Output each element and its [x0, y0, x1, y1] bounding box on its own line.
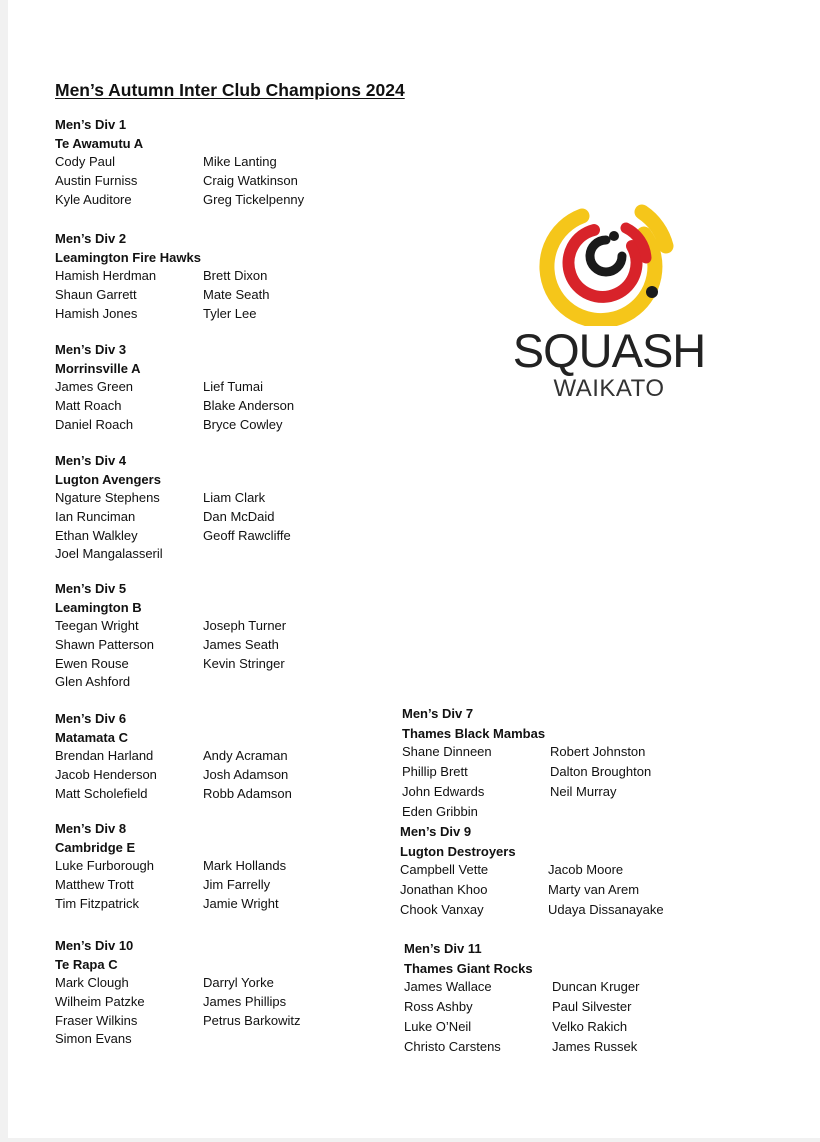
player-row [55, 974, 274, 993]
division-block [55, 452, 291, 564]
player-name: Chook Vanxay [400, 902, 484, 917]
division-block [55, 230, 270, 323]
player-name: Kyle Auditore [55, 191, 132, 207]
player-row [404, 1038, 638, 1058]
player-name: Jacob Moore [548, 862, 624, 877]
player-row [402, 803, 545, 823]
player-row [55, 153, 277, 172]
player-row [55, 397, 295, 416]
player-name: Velko Rakich [552, 1019, 628, 1034]
player-name: Mark Clough [55, 975, 129, 991]
player-name: Neil Murray [550, 784, 617, 799]
team-name: Morrinsville A [55, 360, 141, 376]
player-name: Campbell Vette [400, 862, 489, 877]
player-name: Joel Mangalasseril [55, 546, 163, 562]
player-name: Dalton Broughton [550, 764, 652, 779]
player-row [55, 636, 279, 655]
player-name: Tyler Lee [203, 305, 257, 321]
page-title: Men’s Autumn Inter Club Champions 2024 [55, 80, 405, 100]
player-row [55, 766, 289, 785]
player-row [55, 286, 270, 305]
division-name: Men’s Div 8 [55, 821, 127, 836]
player-name: Austin Furniss [55, 173, 138, 189]
team-name: Thames Black Mambas [402, 725, 546, 741]
player-row [55, 876, 271, 895]
player-row [55, 267, 268, 286]
player-name: Liam Clark [203, 490, 266, 506]
player-name: Darryl Yorke [203, 975, 274, 991]
player-name: Mike Lanting [203, 154, 277, 170]
player-row [55, 655, 285, 674]
division-name: Men’s Div 4 [55, 453, 127, 468]
player-name: Mate Seath [203, 287, 270, 303]
division-block [55, 820, 287, 913]
player-row [400, 901, 664, 921]
division-block [55, 937, 301, 1049]
division-name: Men’s Div 10 [55, 938, 134, 953]
player-name: Ngature Stephens [55, 490, 160, 506]
player-name: Shane Dinneen [402, 744, 492, 759]
player-row [55, 747, 288, 766]
player-name: Glen Ashford [55, 674, 131, 690]
player-name: Phillip Brett [402, 764, 468, 779]
division-block [402, 704, 652, 823]
player-row [55, 1012, 301, 1031]
division-block [404, 939, 640, 1058]
player-name: Geoff Rawcliffe [203, 527, 291, 543]
division-name: Men’s Div 3 [55, 342, 127, 357]
player-row [55, 378, 263, 397]
player-name: Bryce Cowley [203, 416, 283, 432]
player-name: Matt Scholefield [55, 785, 148, 801]
player-name: Luke Furborough [55, 858, 155, 874]
division-block [55, 580, 287, 692]
squash-waikato-logo [500, 186, 720, 416]
team-name: Lugton Avengers [55, 471, 161, 487]
team-name: Leamington Fire Hawks [55, 249, 201, 265]
player-name: Tim Fitzpatrick [55, 895, 140, 911]
player-row [55, 172, 298, 191]
player-name: Paul Silvester [552, 999, 632, 1014]
team-name: Matamata C [55, 729, 128, 745]
team-name: Leamington B [55, 599, 142, 615]
team-name: Te Rapa C [55, 956, 118, 972]
player-name: Mark Hollands [203, 858, 287, 874]
player-name: Shawn Patterson [55, 637, 155, 653]
player-row [404, 1018, 628, 1038]
swirl-logo-icon [500, 186, 720, 326]
player-name: Dan McDaid [203, 509, 275, 525]
division-block [55, 341, 295, 434]
division-block [400, 822, 664, 921]
division-name: Men’s Div 7 [402, 706, 474, 721]
player-name: Ian Runciman [55, 509, 136, 525]
player-row [55, 857, 287, 876]
player-name: Robb Adamson [203, 785, 292, 801]
player-name: Craig Watkinson [203, 173, 298, 189]
division-name: Men’s Div 9 [400, 824, 472, 839]
team-name: Lugton Destroyers [400, 843, 516, 859]
player-row [55, 785, 292, 804]
player-name: James Wallace [404, 979, 492, 994]
player-name: Cody Paul [55, 154, 115, 170]
player-name: James Seath [203, 637, 279, 653]
player-name: Lief Tumai [203, 379, 263, 395]
player-name: Wilheim Patzke [55, 994, 145, 1010]
player-name: Jamie Wright [203, 895, 279, 911]
player-name: Ethan Walkley [55, 527, 138, 543]
player-name: Daniel Roach [55, 416, 134, 432]
player-name: Hamish Herdman [55, 268, 157, 284]
logo-subtitle: WAIKATO [553, 375, 665, 402]
player-row [404, 978, 640, 998]
team-name: Cambridge E [55, 839, 136, 855]
player-row [55, 895, 279, 914]
player-row [400, 881, 640, 901]
player-name: Joseph Turner [203, 618, 287, 634]
player-name: Eden Gribbin [402, 804, 478, 819]
player-name: Kevin Stringer [203, 655, 285, 671]
player-name: Duncan Kruger [552, 979, 640, 994]
player-row [402, 763, 652, 783]
player-name: Shaun Garrett [55, 287, 137, 303]
player-row [55, 305, 257, 324]
player-row [402, 783, 617, 803]
player-name: Robert Johnston [550, 744, 646, 759]
player-row [55, 673, 142, 692]
document-page [8, 0, 820, 1138]
player-row [402, 743, 646, 763]
team-name: Te Awamutu A [55, 135, 144, 151]
player-name: Christo Carstens [404, 1039, 501, 1054]
division-block [55, 116, 305, 209]
player-name: Luke O’Neil [404, 1019, 472, 1034]
player-name: Udaya Dissanayake [548, 902, 664, 917]
player-name: Jacob Henderson [55, 767, 157, 783]
player-name: James Russek [552, 1039, 638, 1054]
player-name: Matt Roach [55, 398, 122, 414]
team-name: Thames Giant Rocks [404, 960, 533, 976]
player-name: Marty van Arem [548, 882, 640, 897]
player-row [55, 1030, 133, 1049]
player-row [55, 993, 287, 1012]
player-name: Petrus Barkowitz [203, 1012, 301, 1028]
player-row [55, 617, 287, 636]
player-row [55, 527, 291, 546]
division-name: Men’s Div 2 [55, 231, 127, 246]
player-row [404, 998, 632, 1018]
player-row [55, 416, 283, 435]
player-name: Brett Dixon [203, 268, 268, 284]
division-name: Men’s Div 11 [404, 941, 482, 956]
player-name: Fraser Wilkins [55, 1012, 138, 1028]
player-name: Matthew Trott [55, 877, 134, 893]
player-name: Teegan Wright [55, 618, 139, 634]
player-row [55, 489, 266, 508]
division-name: Men’s Div 5 [55, 581, 127, 596]
player-name: Ross Ashby [404, 999, 473, 1014]
division-name: Men’s Div 1 [55, 117, 127, 132]
player-row [400, 861, 624, 881]
player-name: Jonathan Khoo [400, 882, 488, 897]
player-name: Brendan Harland [55, 748, 154, 764]
player-name: Greg Tickelpenny [203, 191, 305, 207]
player-name: Hamish Jones [55, 305, 138, 321]
player-row [55, 191, 305, 210]
player-name: Josh Adamson [203, 767, 289, 783]
player-row [55, 545, 161, 564]
logo-wordmark: SQUASH [512, 324, 706, 377]
division-block [55, 710, 292, 803]
player-name: Jim Farrelly [203, 877, 271, 893]
player-name: Ewen Rouse [55, 655, 129, 671]
player-name: James Green [55, 379, 134, 395]
player-name: Simon Evans [55, 1031, 132, 1047]
player-name: James Phillips [203, 994, 287, 1010]
player-name: Andy Acraman [203, 748, 288, 764]
player-row [55, 508, 275, 527]
player-name: Blake Anderson [203, 398, 295, 414]
division-name: Men’s Div 6 [55, 711, 127, 726]
player-name: John Edwards [402, 784, 485, 799]
